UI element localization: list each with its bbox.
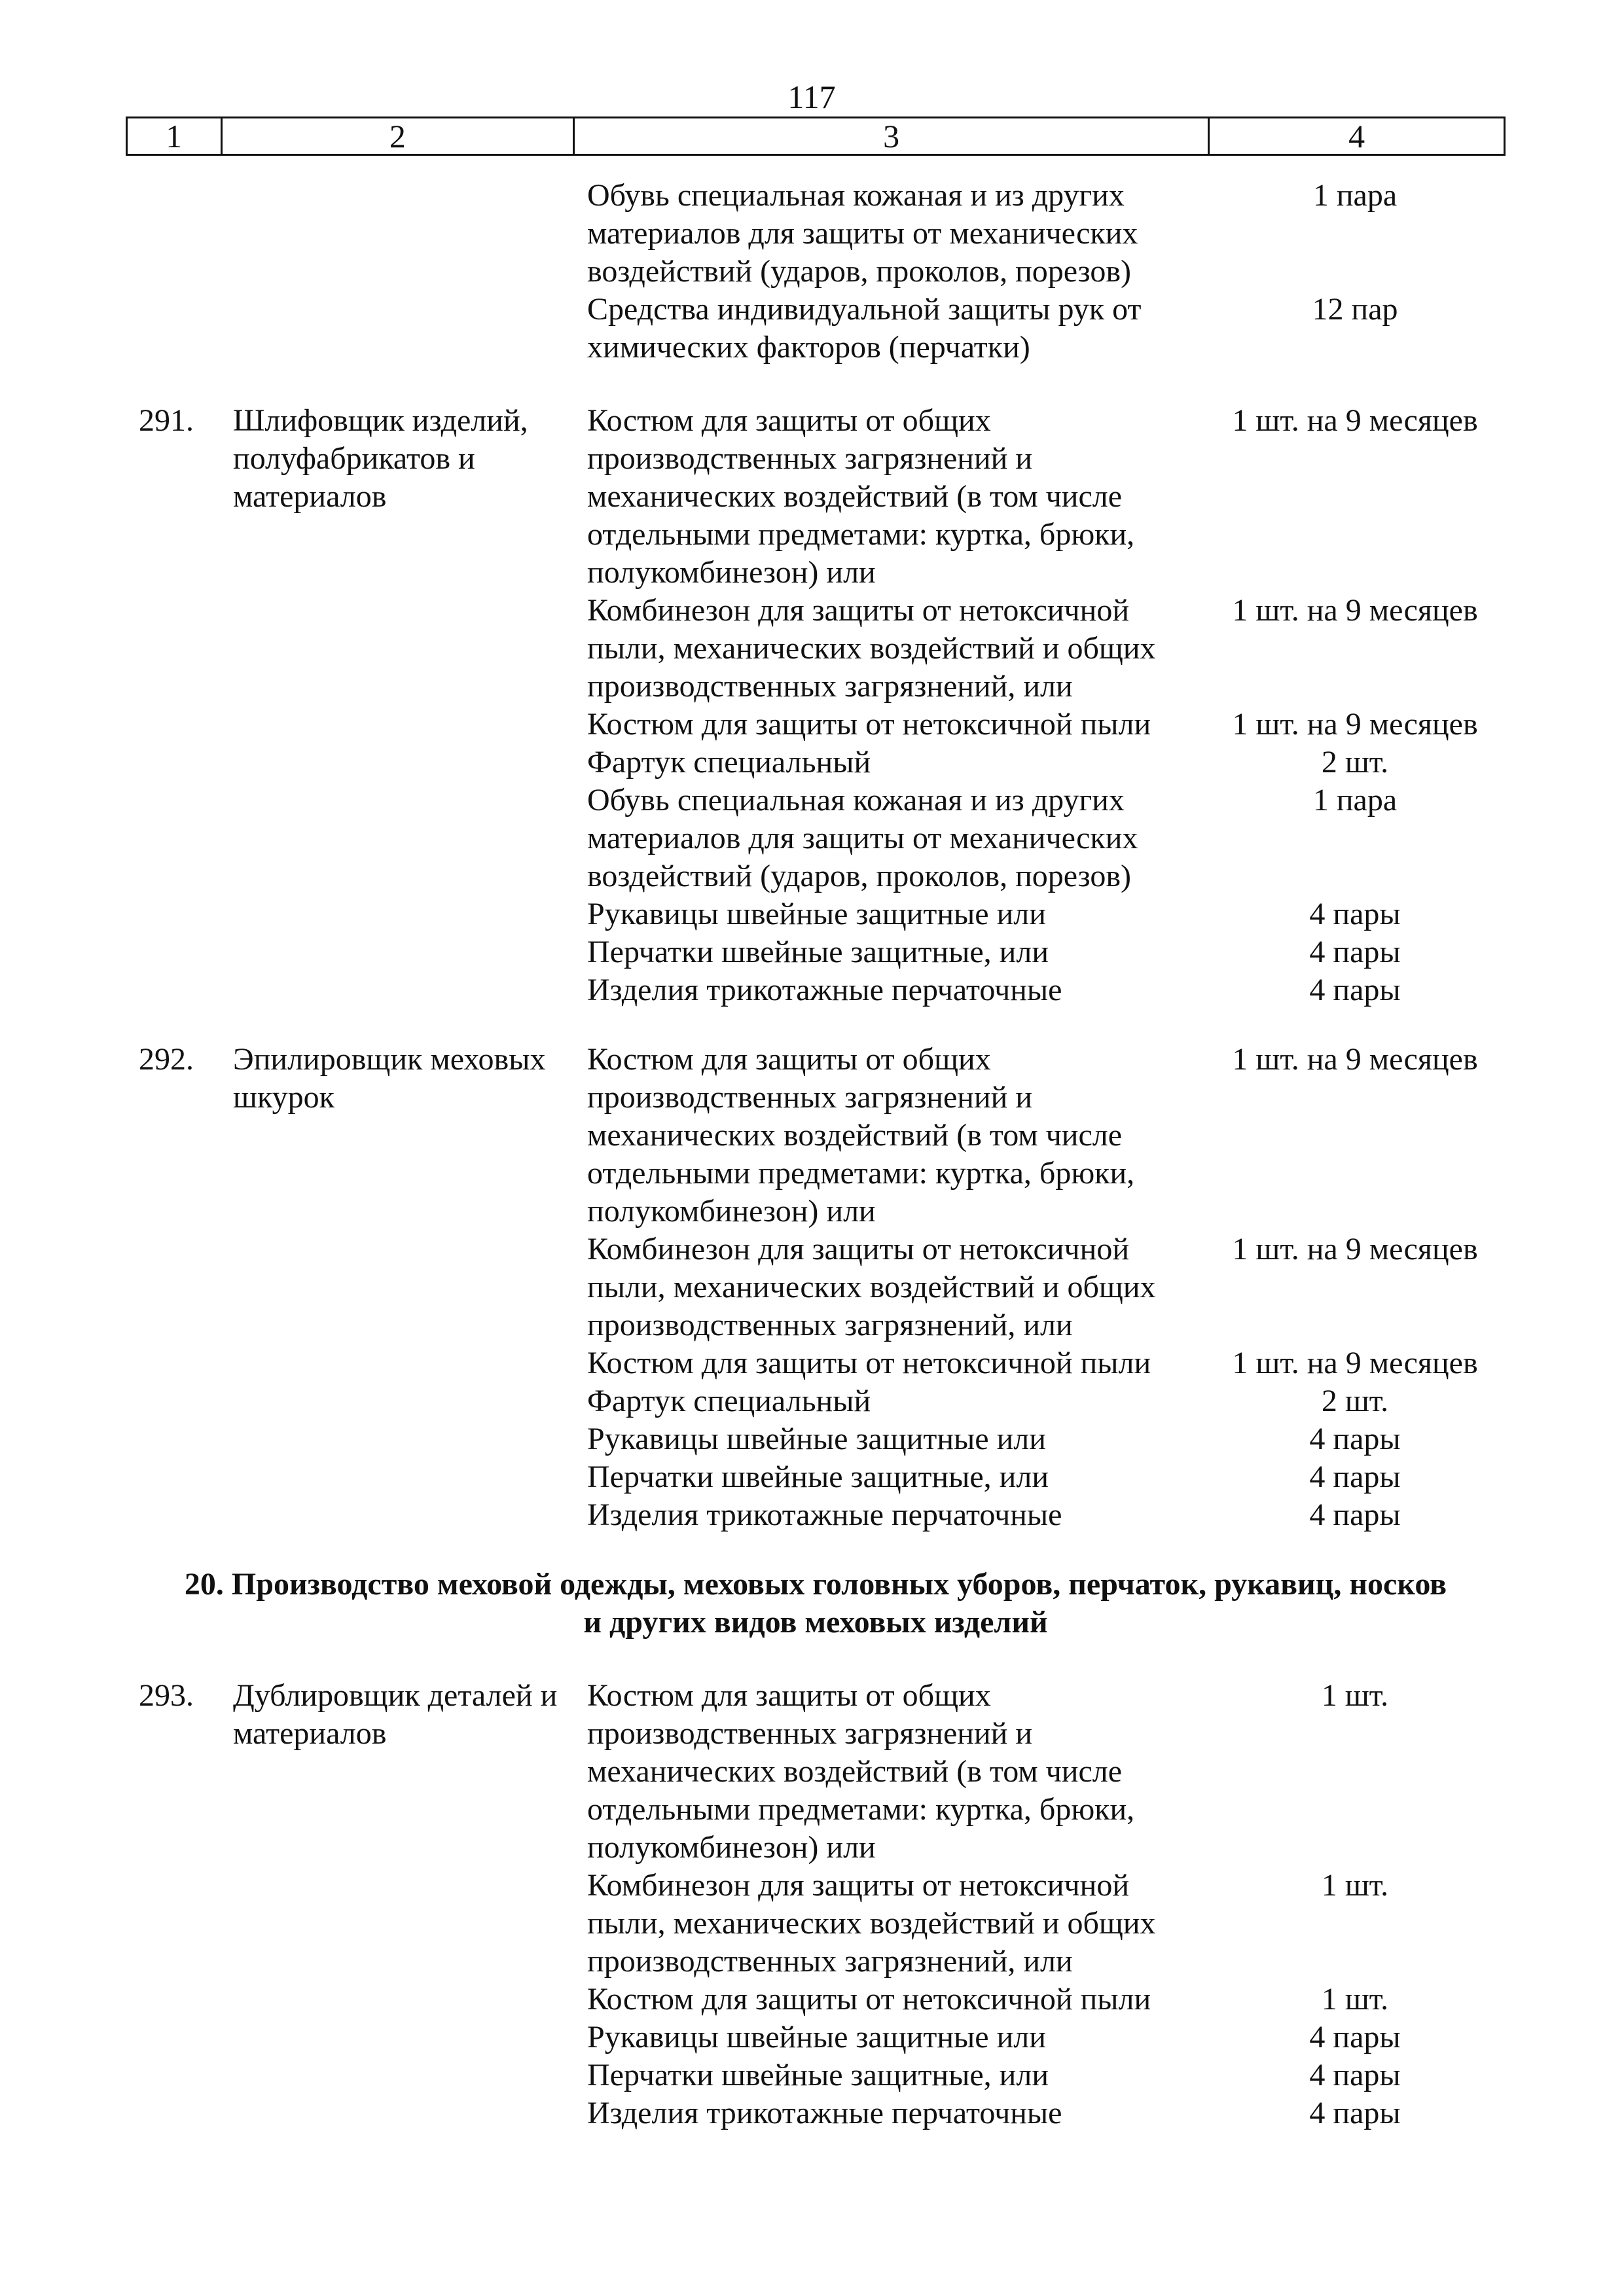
norm-line	[0, 1867, 1624, 1905]
norm-line	[0, 1306, 1624, 1344]
ppe-quantity: 4 пары	[1309, 1460, 1401, 1494]
norm-line	[0, 1496, 1624, 1534]
ppe-quantity: 4 пары	[1309, 1498, 1401, 1532]
norm-line	[0, 2094, 1624, 2132]
norm-line	[0, 1041, 1624, 1079]
ppe-item-text: химических факторов (перчатки)	[587, 330, 1030, 365]
ppe-item-text: Комбинезон для защиты от нетоксичной	[587, 1232, 1130, 1266]
ppe-item-text: механических воздействий (в том числе	[587, 479, 1123, 514]
ppe-item-text: производственных загрязнений, или	[587, 1308, 1073, 1342]
ppe-item-text: Изделия трикотажные перчаточные	[587, 2096, 1062, 2130]
ppe-quantity: 1 шт.	[1321, 1678, 1389, 1713]
norm-line	[0, 1791, 1624, 1829]
ppe-quantity: 1 шт. на 9 месяцев	[1232, 1232, 1478, 1266]
profession-name: Шлифовщик изделий, полуфабрикатов и материалов	[233, 403, 528, 514]
ppe-quantity: 1 шт. на 9 месяцев	[1232, 403, 1478, 438]
ppe-quantity: 1 пара	[1312, 178, 1398, 213]
ppe-item-text: воздействий (ударов, проколов, порезов)	[587, 254, 1131, 289]
norm-line	[0, 744, 1624, 781]
table-header-row	[126, 117, 1506, 156]
ppe-item-text: полукомбинезон) или	[587, 1194, 876, 1229]
norm-line	[0, 819, 1624, 857]
ppe-item-text: Костюм для защиты от общих	[587, 403, 991, 438]
norm-line	[0, 1079, 1624, 1117]
norm-line	[0, 554, 1624, 592]
ppe-item-text: Костюм для защиты от общих	[587, 1678, 991, 1713]
norm-line	[0, 1420, 1624, 1458]
ppe-quantity: 1 шт.	[1321, 1868, 1389, 1903]
ppe-item-text: Фартук специальный	[587, 745, 871, 780]
ppe-item-text: Костюм для защиты от нетоксичной пыли	[587, 1346, 1151, 1380]
ppe-item-text: Костюм для защиты от общих	[587, 1042, 991, 1077]
section-heading-line-2: и других видов меховых изделий	[583, 1605, 1048, 1640]
ppe-item-text: производственных загрязнений, или	[587, 1944, 1073, 1979]
norm-line	[0, 1981, 1624, 2018]
norm-line	[0, 1753, 1624, 1791]
norm-line	[0, 706, 1624, 744]
ppe-item-text: воздействий (ударов, проколов, порезов)	[587, 859, 1131, 893]
norm-line	[0, 253, 1624, 291]
ppe-item-text: пыли, механических воздействий и общих	[587, 1270, 1156, 1304]
norm-line	[0, 1117, 1624, 1155]
ppe-item-text: Комбинезон для защиты от нетоксичной	[587, 1868, 1130, 1903]
norm-line	[0, 291, 1624, 329]
ppe-quantity: 4 пары	[1309, 2020, 1401, 2054]
ppe-item-text: Фартук специальный	[587, 1384, 871, 1418]
norm-line	[0, 1193, 1624, 1230]
ppe-item-text: материалов для защиты от механических	[587, 821, 1138, 855]
ppe-item-text: отдельными предметами: куртка, брюки,	[587, 1792, 1135, 1827]
row-number: 292.	[139, 1042, 194, 1077]
page-number: 117	[787, 79, 836, 115]
ppe-item-text: производственных загрязнений и	[587, 1080, 1033, 1115]
ppe-item-text: механических воздействий (в том числе	[587, 1754, 1123, 1789]
ppe-item-text: Изделия трикотажные перчаточные	[587, 973, 1062, 1007]
ppe-item-text: материалов для защиты от механических	[587, 216, 1138, 251]
norm-line	[0, 1715, 1624, 1753]
ppe-item-text: Рукавицы швейные защитные или	[587, 2020, 1046, 2054]
ppe-item-text: Перчатки швейные защитные, или	[587, 1460, 1049, 1494]
norm-line	[0, 215, 1624, 253]
ppe-quantity: 4 пары	[1309, 897, 1401, 931]
ppe-item-text: Перчатки швейные защитные, или	[587, 2058, 1049, 2092]
norm-line	[0, 857, 1624, 895]
norm-line	[0, 1344, 1624, 1382]
ppe-quantity: 1 шт.	[1321, 1982, 1389, 2017]
ppe-item-text: пыли, механических воздействий и общих	[587, 1906, 1156, 1941]
profession-name: Дублировщик деталей и материалов	[233, 1678, 558, 1751]
header-col-2: 2	[223, 118, 575, 154]
norm-line	[0, 1905, 1624, 1943]
ppe-item-text: производственных загрязнений и	[587, 441, 1033, 476]
ppe-item-text: Средства индивидуальной защиты рук от	[587, 292, 1142, 327]
ppe-item-text: Комбинезон для защиты от нетоксичной	[587, 593, 1130, 628]
row-number: 293.	[139, 1678, 194, 1713]
norm-line	[0, 1155, 1624, 1193]
norm-line	[0, 2018, 1624, 2056]
ppe-item-text: производственных загрязнений и	[587, 1716, 1033, 1751]
ppe-item-text: производственных загрязнений, или	[587, 669, 1073, 704]
ppe-quantity: 1 шт. на 9 месяцев	[1232, 707, 1478, 742]
ppe-quantity: 2 шт.	[1321, 1384, 1389, 1418]
norm-line	[0, 781, 1624, 819]
ppe-quantity: 1 шт. на 9 месяцев	[1232, 1042, 1478, 1077]
norm-line	[0, 933, 1624, 971]
norm-line	[0, 478, 1624, 516]
ppe-item-text: отдельными предметами: куртка, брюки,	[587, 1156, 1135, 1191]
norm-line	[0, 329, 1624, 367]
norm-line	[0, 630, 1624, 668]
norm-line	[0, 1230, 1624, 1268]
ppe-item-text: Рукавицы швейные защитные или	[587, 1422, 1046, 1456]
norm-line	[0, 1943, 1624, 1981]
ppe-quantity: 2 шт.	[1321, 745, 1389, 780]
norm-line	[0, 177, 1624, 215]
norm-line	[0, 971, 1624, 1009]
norm-line	[0, 668, 1624, 706]
ppe-quantity: 1 пара	[1312, 783, 1398, 817]
norm-line	[0, 1458, 1624, 1496]
ppe-item-text: Обувь специальная кожаная и из других	[587, 178, 1125, 213]
norm-line	[0, 592, 1624, 630]
ppe-item-text: механических воздействий (в том числе	[587, 1118, 1123, 1153]
ppe-quantity: 4 пары	[1309, 973, 1401, 1007]
ppe-item-text: отдельными предметами: куртка, брюки,	[587, 517, 1135, 552]
ppe-item-text: Перчатки швейные защитные, или	[587, 935, 1049, 969]
ppe-item-text: полукомбинезон) или	[587, 1830, 876, 1865]
section-heading-line-1: 20. Производство меховой одежды, меховых головных уборов, перчаток, рукавиц, носков	[184, 1567, 1447, 1602]
norm-line	[0, 1382, 1624, 1420]
ppe-quantity: 4 пары	[1309, 935, 1401, 969]
norm-line	[0, 1829, 1624, 1867]
header-col-1: 1	[128, 118, 223, 154]
ppe-item-text: Изделия трикотажные перчаточные	[587, 1498, 1062, 1532]
norm-line	[0, 895, 1624, 933]
header-col-3: 3	[575, 118, 1210, 154]
ppe-item-text: полукомбинезон) или	[587, 555, 876, 590]
ppe-item-text: Рукавицы швейные защитные или	[587, 897, 1046, 931]
ppe-quantity: 1 шт. на 9 месяцев	[1232, 1346, 1478, 1380]
ppe-item-text: пыли, механических воздействий и общих	[587, 631, 1156, 666]
ppe-item-text: Обувь специальная кожаная и из других	[587, 783, 1125, 817]
norm-line	[0, 1268, 1624, 1306]
norm-line	[0, 402, 1624, 440]
norm-line	[0, 1677, 1624, 1715]
ppe-quantity: 4 пары	[1309, 2058, 1401, 2092]
norm-line	[0, 440, 1624, 478]
ppe-item-text: Костюм для защиты от нетоксичной пыли	[587, 1982, 1151, 2017]
ppe-item-text: Костюм для защиты от нетоксичной пыли	[587, 707, 1151, 742]
ppe-quantity: 1 шт. на 9 месяцев	[1232, 593, 1478, 628]
profession-name: Эпилировщик меховых шкурок	[233, 1042, 546, 1115]
ppe-quantity: 12 пар	[1312, 292, 1398, 327]
norm-line	[0, 516, 1624, 554]
ppe-quantity: 4 пары	[1309, 2096, 1401, 2130]
norm-line	[0, 2056, 1624, 2094]
row-number: 291.	[139, 403, 194, 438]
header-col-4: 4	[1348, 118, 1365, 154]
ppe-quantity: 4 пары	[1309, 1422, 1401, 1456]
